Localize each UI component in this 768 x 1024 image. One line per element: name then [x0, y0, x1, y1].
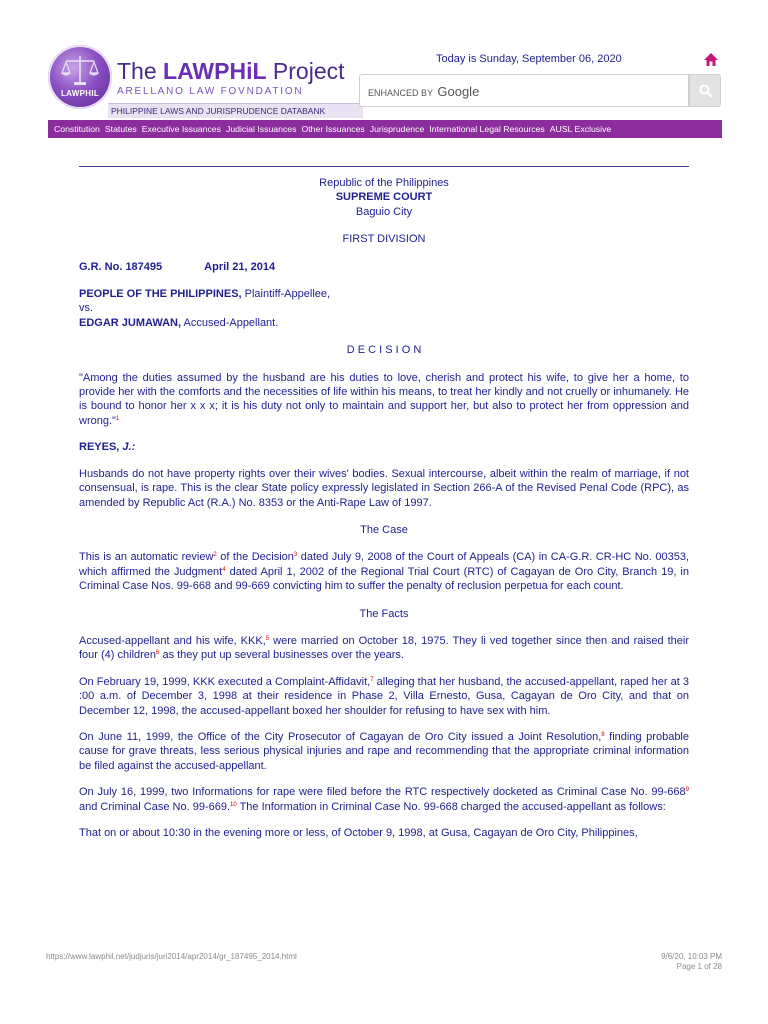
heading-the-case: The Case — [360, 523, 408, 536]
brand-main: LAWPHiL — [163, 58, 267, 84]
search-enhanced-label: ENHANCED BY — [368, 88, 433, 98]
paragraph-facts-1 — [79, 634, 689, 663]
division: FIRST DIVISION — [342, 233, 426, 246]
logo-text: LAWPHIL — [60, 89, 100, 98]
footnote-link-7[interactable]: 7 — [370, 676, 374, 683]
nav-other-issuances[interactable]: Other Issuances — [301, 124, 365, 134]
paragraph-facts-5: That on or about 10:30 in the evening more or less, of October 9, 1998, at Gusa, Cagayan de Oro City, Philippines, — [79, 827, 638, 839]
nav-constitution[interactable]: Constitution — [54, 124, 100, 134]
case-text-c: dated July 9, 2008 of the Court of Appeals (CA) in CA-G.R. CR-HC No. 00353, which affirmed the Judgment — [79, 551, 689, 578]
paragraph-intro: Husbands do not have property rights over their wives' bodies. Sexual intercourse, albeit within the realm of marriage, if not consensual, is rape. This is the clear State policy expressly legislated in Section 266-A of the Revised Penal Code (RPC), as amended by Republic Act (R.A.) No. 8353 or the Anti-Rape Law of 1997. — [79, 467, 689, 509]
case-text-d: dated April 1, 2002 of the Regional Trial Court (RTC) of Cagayan de Oro City, Branch 19, in Criminal Case Nos. 99-668 and 99-669 convicting him to suffer the penalty of reclusion perpetua for each count. — [79, 565, 689, 593]
facts3-text-b: finding probable cause for grave threats, less serious physical injuries and rape and recommending that the appropriate criminal information be filed against the accused-appellant. — [79, 730, 689, 772]
footnote-link-10[interactable]: 10 — [230, 801, 237, 808]
paragraph-facts-3 — [79, 730, 689, 773]
paragraph-facts-4 — [79, 785, 689, 814]
gr-number: G.R. No. 187495 — [79, 260, 163, 273]
heading-the-facts: The Facts — [359, 607, 409, 620]
print-footer — [600, 952, 722, 972]
nav-international-legal-resources[interactable]: International Legal Resources — [429, 124, 545, 134]
facts2-text-b: alleging that her husband, the accused-appellant, raped her at 3 :00 a.m. of December 3, 1998 at their residence in Phase 2, Villa Ernesto, Gusa, Cagayan de Oro City, and that on December 12, 1998, the accused-appellant boxed her shoulder for refusing to have sex with him. — [79, 675, 689, 717]
scales-of-justice-icon — [58, 53, 102, 87]
court-location: Baguio City — [355, 205, 413, 218]
facts1-text-b: were married on October 18, 1975. They li ved together since then and raised their four (4) children — [79, 634, 689, 662]
footnote-link-6[interactable]: 6 — [156, 650, 160, 657]
site-subtitle: ARELLANO LAW FOVNDATION — [117, 86, 304, 97]
site-header — [0, 0, 768, 145]
versus: vs. — [79, 302, 94, 315]
facts4-text-c: The Information in Criminal Case No. 99-668 charged the accused-appellant as follows: — [236, 800, 666, 813]
page-url: https://www.lawphil.net/judjuris/juri2014/apr2014/gr_187495_2014.html — [46, 952, 297, 961]
print-timestamp: 9/6/20, 10:03 PM — [661, 952, 722, 961]
ponente-title: J.: — [122, 441, 136, 454]
google-brand: Google — [437, 84, 480, 99]
case-text-a: This is an automatic review — [79, 551, 214, 564]
footnote-link-2[interactable]: 2 — [213, 552, 217, 559]
facts1-text-a: Accused-appellant and his wife, KKK, — [79, 634, 266, 647]
nav-judicial-issuances[interactable]: Judicial Issuances — [225, 124, 297, 134]
party-accused — [79, 316, 689, 330]
footnote-link-3[interactable]: 3 — [293, 552, 298, 559]
search-button[interactable] — [689, 74, 721, 107]
footnote-link-8[interactable]: 8 — [601, 731, 605, 738]
nav-jurisprudence[interactable]: Jurisprudence — [369, 124, 425, 134]
party1-role: Plaintiff-Appellee, — [241, 288, 331, 301]
facts4-text-a: On July 16, 1999, two Informations for rape were filed before the RTC respectively docketed as Criminal Case No. 99-668 — [79, 786, 686, 799]
nav-executive-issuances[interactable]: Executive Issuances — [141, 124, 221, 134]
epigraph-quote — [79, 371, 689, 429]
search-icon — [699, 84, 713, 98]
decision-date: April 21, 2014 — [204, 260, 276, 273]
ponente-name: REYES, — [79, 441, 123, 454]
nav-statutes[interactable]: Statutes — [104, 124, 137, 134]
page-counter: Page 1 of 28 — [676, 962, 722, 971]
lawphil-logo[interactable] — [48, 45, 112, 109]
main-nav — [48, 120, 722, 138]
case-text-b: of the Decision — [216, 551, 294, 564]
facts4-text-b: and Criminal Case No. 99-669. — [79, 800, 231, 813]
footnote-link-4[interactable]: 4 — [222, 566, 226, 573]
court-republic: Republic of the Philippines — [319, 177, 449, 189]
case-number-line — [79, 260, 689, 274]
quote-text: "Among the duties assumed by the husband are his duties to love, cherish and protect his wife, to give her a home, to provide her with the comforts and the necessities of life within his means, to treat her kindly and not cruelly or inhumanely. He is bound to honor her x x x; it is his duty not only to maintain and support her, but also to protect her from oppression and wrong." — [79, 371, 689, 427]
paragraph-case — [79, 550, 689, 593]
party2-name: EDGAR JUMAWAN, — [79, 316, 182, 329]
decision-document — [79, 176, 689, 840]
brand-suffix: Project — [266, 58, 345, 84]
footnote-link-1[interactable]: 1 — [115, 415, 120, 422]
home-icon[interactable] — [703, 52, 719, 68]
databank-tagline: PHILIPPINE LAWS AND JURISPRUDENCE DATABANK — [108, 103, 363, 118]
paragraph-facts-2 — [79, 675, 689, 718]
site-title[interactable] — [117, 58, 345, 85]
facts2-text-a: On February 19, 1999, KKK executed a Complaint-Affidavit, — [79, 675, 371, 688]
search-input[interactable] — [359, 74, 689, 107]
brand-prefix: The — [117, 58, 164, 84]
court-name: SUPREME COURT — [335, 191, 433, 204]
nav-ausl-exclusive[interactable]: AUSL Exclusive — [549, 124, 612, 134]
today-date: Today is Sunday, September 06, 2020 — [436, 53, 622, 65]
facts1-text-c: as they put up several businesses over the years. — [159, 649, 404, 662]
party-plaintiff — [79, 287, 689, 301]
decision-heading: D E C I S I O N — [346, 344, 422, 357]
footnote-link-9[interactable]: 9 — [685, 787, 689, 794]
ponente — [79, 440, 689, 454]
facts3-text-a: On June 11, 1999, the Office of the City Prosecutor of Cagayan de Oro City issued a Joint Resolution, — [79, 730, 602, 743]
footnote-link-5[interactable]: 5 — [265, 635, 270, 642]
party1-name: PEOPLE OF THE PHILIPPINES, — [79, 288, 242, 301]
party2-role: Accused-Appellant. — [181, 316, 279, 329]
header-divider — [79, 166, 689, 167]
